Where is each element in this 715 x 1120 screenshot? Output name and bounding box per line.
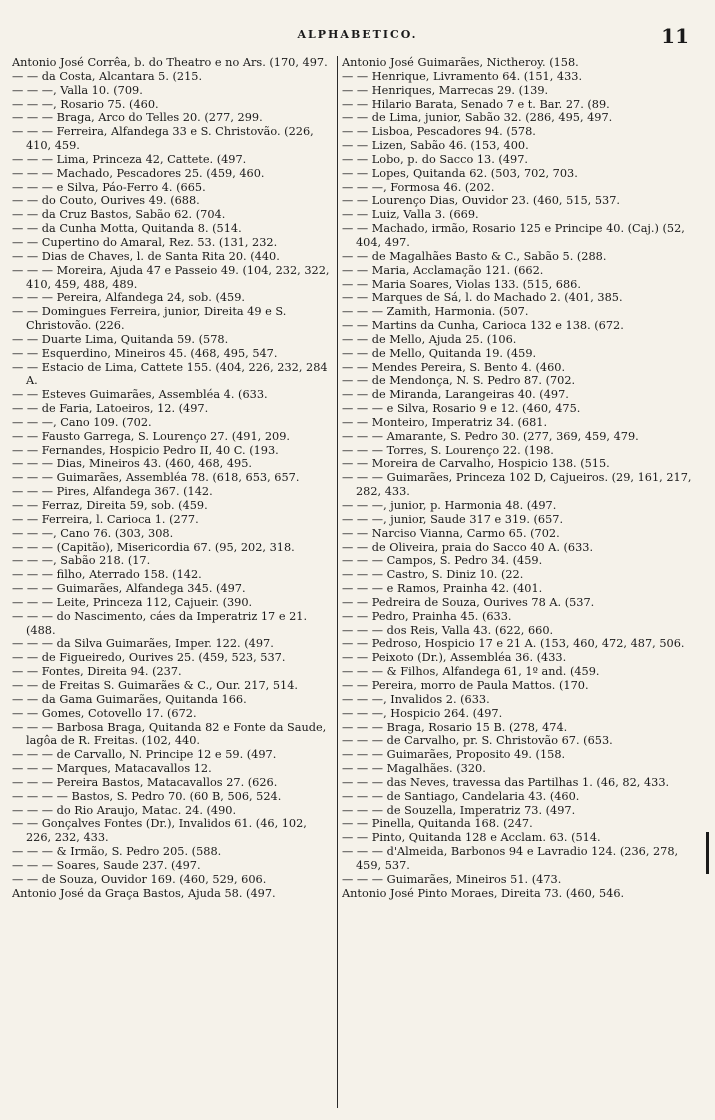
column-divider xyxy=(337,56,338,1108)
directory-entry: — — Ferreira, l. Carioca 1. (277. xyxy=(12,512,199,526)
directory-entry: — — Narciso Vianna, Carmo 65. (702. xyxy=(342,526,560,540)
directory-entry: — — — de Santiago, Candelaria 43. (460. xyxy=(342,789,580,803)
directory-entry: — — — Pires, Alfandega 367. (142. xyxy=(12,485,213,499)
directory-entry: — — Maria, Acclamação 121. (662. xyxy=(342,263,544,277)
directory-entry: — — — de Carvalho, pr. S. Christovão 67. (653. xyxy=(342,734,613,748)
directory-entry: — — — Pereira Bastos, Matacavallos 27. (626. xyxy=(12,775,278,789)
directory-entry: — — de Faria, Latoeiros, 12. (497. xyxy=(12,402,209,416)
directory-entry: Antonio José Guimarães, Nictheroy. (158. xyxy=(342,56,579,69)
margin-mark xyxy=(706,832,709,874)
directory-entry: — — — Braga, Arco do Telles 20. (277, 299. xyxy=(12,111,263,125)
directory-entry: — — — Barbosa Braga, Quitanda 82 e Fonte da Saude, lagôa de R. Freitas. (102, 440. xyxy=(12,720,327,748)
directory-entry: — — — do Nascimento, cáes da Imperatriz 17 e 21. (488. xyxy=(12,609,308,637)
directory-entry: — — Ferraz, Direita 59, sob. (459. xyxy=(12,499,208,512)
directory-entry: — — Machado, irmão, Rosario 125 e Principe 40. (Caj.) (52, 404, 497. xyxy=(342,222,685,249)
directory-entry: — — —, Hospicio 264. (497. xyxy=(342,706,503,720)
directory-entry: — — do Couto, Ourives 49. (688. xyxy=(12,194,200,208)
directory-entry: — — de Mello, Quitanda 19. (459. xyxy=(342,346,537,360)
directory-entry: — — Gonçalves Fontes (Dr.), Invalidos 61. (46, 102, 226, 232, 433. xyxy=(12,817,307,845)
directory-entry: — — Lopes, Quitanda 62. (503, 702, 703. xyxy=(342,166,578,180)
directory-entry: — — — Castro, S. Diniz 10. (22. xyxy=(342,568,524,582)
directory-entry: — — — — Bastos, S. Pedro 70. (60 B, 506, 524. xyxy=(12,789,282,803)
directory-entry: — — Lobo, p. do Sacco 13. (497. xyxy=(342,152,528,166)
directory-entry: — — — (Capitão), Misericordia 67. (95, 202, 318. xyxy=(12,540,295,554)
directory-entry: Antonio José da Graça Bastos, Ajuda 58. (497. xyxy=(12,886,276,900)
directory-entry: — — —, Formosa 46. (202. xyxy=(342,180,495,194)
directory-entry: — — Lizen, Sabão 46. (153, 400. xyxy=(342,139,529,153)
directory-entry: — — de Freitas S. Guimarães & C., Our. 217, 514. xyxy=(12,678,299,692)
directory-entry: — — — Guimarães, Mineiros 51. (473. xyxy=(342,872,562,886)
directory-entry: — — — e Silva, Páo-Ferro 4. (665. xyxy=(12,180,206,194)
directory-entry: — — — do Rio Araujo, Matac. 24. (490. xyxy=(12,803,237,817)
directory-entry: — — Pereira, morro de Paula Mattos. (170. xyxy=(342,678,589,692)
directory-entry: — — — Campos, S. Pedro 34. (459. xyxy=(342,554,543,568)
directory-entry: — — —, Cano 109. (702. xyxy=(12,415,152,429)
directory-entry: — — — da Silva Guimarães, Imper. 122. (497. xyxy=(12,637,274,651)
directory-entry: — — de Figueiredo, Ourives 25. (459, 523, 537. xyxy=(12,651,286,665)
directory-entry: — — — Pereira, Alfandega 24, sob. (459. xyxy=(12,291,246,305)
directory-entry: — — da Costa, Alcantara 5. (215. xyxy=(12,69,203,83)
directory-entry: — — Martins da Cunha, Carioca 132 e 138. (672. xyxy=(342,319,624,333)
running-head: ALPHABETICO. xyxy=(297,28,418,41)
right-column xyxy=(342,56,700,1108)
directory-entry: — — — Amarante, S. Pedro 30. (277, 369, 459, 479. xyxy=(342,429,639,443)
directory-entry: — — de Oliveira, praia do Sacco 40 A. (633. xyxy=(342,540,594,554)
directory-entry: — — — & Filhos, Alfandega 61, 1º and. (459. xyxy=(342,665,600,679)
directory-entry: — — Monteiro, Imperatriz 34. (681. xyxy=(342,415,548,429)
directory-entry: — — Luiz, Valla 3. (669. xyxy=(342,208,479,222)
directory-entry: — — Pedroso, Hospicio 17 e 21 A. (153, 460, 472, 487, 506. xyxy=(342,637,685,651)
directory-entry: — — —, Valla 10. (709. xyxy=(12,83,143,97)
directory-entry: — — Estacio de Lima, Cattete 155. (404, 226, 232, 284 A. xyxy=(12,360,328,388)
directory-entry: — — — Guimarães, Princeza 102 D, Cajueiros. (29, 161, 217, 282, 433. xyxy=(342,471,692,499)
left-column xyxy=(12,56,334,1108)
directory-entry: — — Domingues Ferreira, junior, Direita 49 e S. Christovão. (226. xyxy=(12,305,287,333)
directory-entry: — — Hilario Barata, Senado 7 e t. Bar. 27. (89. xyxy=(342,97,610,111)
directory-entry: — — de Mello, Ajuda 25. (106. xyxy=(342,332,517,346)
directory-entry: — — da Cunha Motta, Quitanda 8. (514. xyxy=(12,222,242,236)
directory-entry: Antonio José Corrêa, b. do Theatro e no Ars. (170, 497. xyxy=(12,56,328,69)
directory-entry: — — Esteves Guimarães, Assembléa 4. (633. xyxy=(12,388,268,402)
directory-entry: — — —, Cano 76. (303, 308. xyxy=(12,526,174,540)
directory-entry: — — — Dias, Mineiros 43. (460, 468, 495. xyxy=(12,457,252,471)
directory-entry: — — — filho, Aterrado 158. (142. xyxy=(12,568,202,582)
page-number: 11 xyxy=(661,24,689,48)
directory-entry: — — de Lima, junior, Sabão 32. (286, 495, 497. xyxy=(342,111,613,125)
directory-entry: — — de Magalhães Basto & C., Sabão 5. (288. xyxy=(342,249,607,263)
directory-entry: — — —, junior, Saude 317 e 319. (657. xyxy=(342,512,564,526)
directory-entry: — — Duarte Lima, Quitanda 59. (578. xyxy=(12,332,229,346)
directory-entry: — — Henriques, Marrecas 29. (139. xyxy=(342,83,549,97)
directory-entry: — — —, Rosario 75. (460. xyxy=(12,97,159,111)
directory-entry: — — — Ferreira, Alfandega 33 e S. Christovão. (226, 410, 459. xyxy=(12,125,314,153)
directory-entry: — — —, Invalidos 2. (633. xyxy=(342,692,490,706)
directory-entry: — — — Guimarães, Proposito 49. (158. xyxy=(342,748,566,762)
directory-entry: — — Gomes, Cotovello 17. (672. xyxy=(12,706,197,720)
page-header xyxy=(0,24,715,48)
directory-entry: — — Marques de Sá, l. do Machado 2. (401, 385. xyxy=(342,291,623,305)
directory-entry: — — Lisboa, Pescadores 94. (578. xyxy=(342,125,536,139)
directory-entry: Antonio José Pinto Moraes, Direita 73. (460, 546. xyxy=(342,886,625,900)
directory-entry: — — Pedro, Prainha 45. (633. xyxy=(342,609,512,623)
directory-entry: — — Fernandes, Hospicio Pedro II, 40 C. (193. xyxy=(12,443,279,457)
directory-entry: — — — Guimarães, Alfandega 345. (497. xyxy=(12,582,246,596)
directory-entry: — — — de Souzella, Imperatriz 73. (497. xyxy=(342,803,576,817)
directory-entry: — — Pinto, Quitanda 128 e Acclam. 63. (514. xyxy=(342,831,601,845)
directory-entry: — — — Marques, Matacavallos 12. xyxy=(12,762,212,776)
directory-entry: — — — das Neves, travessa das Partilhas 1. (46, 82, 433. xyxy=(342,775,670,789)
directory-entry: — — —, junior, p. Harmonia 48. (497. xyxy=(342,499,557,512)
directory-entry: — — — Magalhães. (320. xyxy=(342,762,486,776)
directory-entry: — — Maria Soares, Violas 133. (515, 686. xyxy=(342,277,581,291)
directory-entry: — — — Torres, S. Lourenço 22. (198. xyxy=(342,443,554,457)
directory-entry: — — Cupertino do Amaral, Rez. 53. (131, 232. xyxy=(12,235,278,249)
directory-entry: — — Esquerdino, Mineiros 45. (468, 495, 547. xyxy=(12,346,278,360)
directory-entry: — — — Leite, Princeza 112, Cajueir. (390. xyxy=(12,595,253,609)
directory-entry: — — — Lima, Princeza 42, Cattete. (497. xyxy=(12,152,247,166)
directory-entry: — — de Mendonça, N. S. Pedro 87. (702. xyxy=(342,374,576,388)
directory-entry: — — Pinella, Quitanda 168. (247. xyxy=(342,817,533,831)
directory-entry: — — Mendes Pereira, S. Bento 4. (460. xyxy=(342,360,566,374)
directory-entry: — — de Souza, Ouvidor 169. (460, 529, 606. xyxy=(12,872,267,886)
directory-entry: — — — & Irmão, S. Pedro 205. (588. xyxy=(12,845,222,859)
directory-entry: — — — Braga, Rosario 15 B. (278, 474. xyxy=(342,720,568,734)
directory-entry: — — — Guimarães, Assembléa 78. (618, 653, 657. xyxy=(12,471,300,485)
directory-entry: — — — Soares, Saude 237. (497. xyxy=(12,858,201,872)
directory-entry: — — Henrique, Livramento 64. (151, 433. xyxy=(342,69,583,83)
directory-entry: — — — e Silva, Rosario 9 e 12. (460, 475. xyxy=(342,402,581,416)
directory-entry: — — —, Sabão 218. (17. xyxy=(12,554,151,568)
directory-entry: — — — e Ramos, Prainha 42. (401. xyxy=(342,582,543,596)
directory-entry: — — — Machado, Pescadores 25. (459, 460. xyxy=(12,166,265,180)
directory-entry: — — da Cruz Bastos, Sabão 62. (704. xyxy=(12,208,226,222)
directory-entry: — — — de Carvallo, N. Principe 12 e 59. (497. xyxy=(12,748,277,762)
directory-entry: — — — Zamith, Harmonia. (507. xyxy=(342,305,529,319)
directory-entry: — — Dias de Chaves, l. de Santa Rita 20. (440. xyxy=(12,249,280,263)
directory-entry: — — Peixoto (Dr.), Assembléa 36. (433. xyxy=(342,651,567,665)
directory-entry: — — Lourenço Dias, Ouvidor 23. (460, 515, 537. xyxy=(342,194,620,208)
directory-entry: — — Fausto Garrega, S. Lourenço 27. (491, 209. xyxy=(12,429,291,443)
directory-entry: — — Moreira de Carvalho, Hospicio 138. (515. xyxy=(342,457,610,471)
directory-entry: — — Pedreira de Souza, Ourives 78 A. (537. xyxy=(342,595,595,609)
directory-entry: — — — dos Reis, Valla 43. (622, 660. xyxy=(342,623,554,637)
directory-entry: — — — d'Almeida, Barbonos 94 e Lavradio 124. (236, 278, 459, 537. xyxy=(342,845,679,872)
directory-entry: — — de Miranda, Larangeiras 40. (497. xyxy=(342,388,569,402)
directory-entry: — — da Gama Guimarães, Quitanda 166. xyxy=(12,692,247,706)
directory-entry: — — Fontes, Direita 94. (237. xyxy=(12,665,182,679)
directory-entry: — — — Moreira, Ajuda 47 e Passeio 49. (104, 232, 322, 410, 459, 488, 489. xyxy=(12,263,330,291)
